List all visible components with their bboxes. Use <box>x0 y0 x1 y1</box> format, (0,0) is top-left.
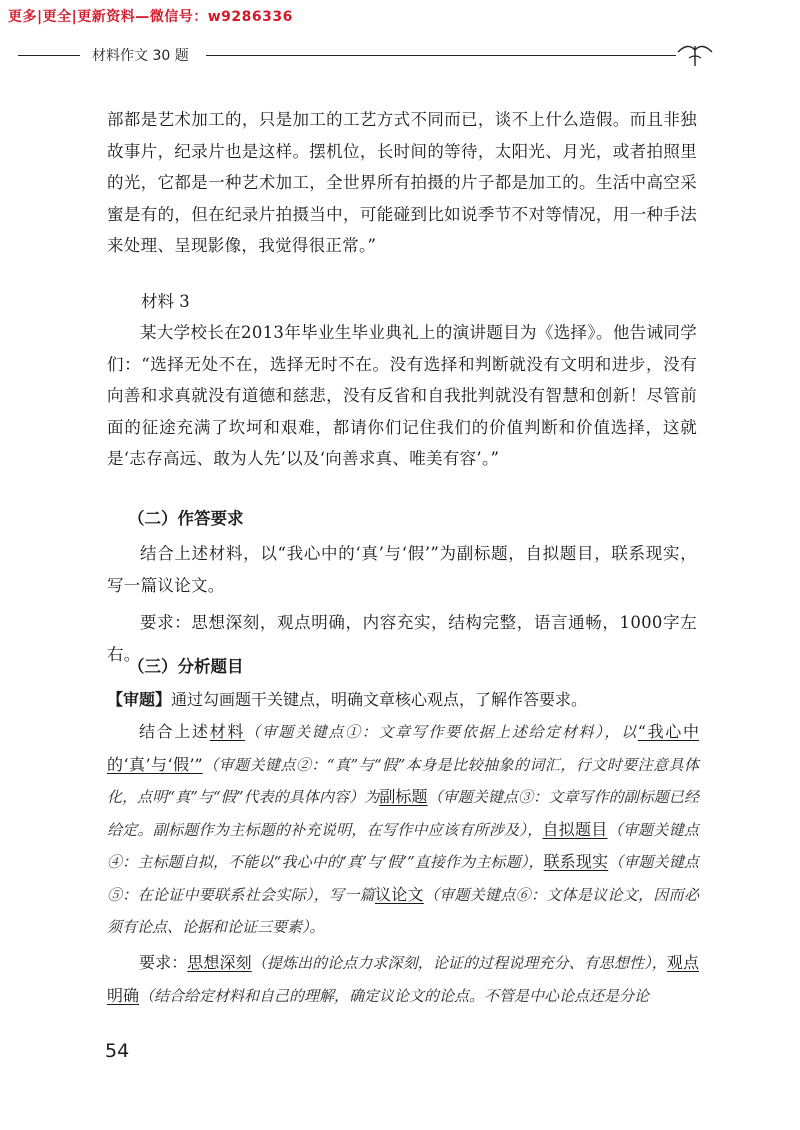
analysis-paragraph-1 <box>107 716 699 944</box>
header-rule-left <box>18 55 80 56</box>
keyword-deep-thought: 思想深刻 <box>187 953 252 972</box>
note-8: （结合给定材料和自己的理解，确定议论文的论点。不管是中心论点还是分论 <box>139 986 650 1005</box>
analysis-paragraph-2 <box>107 947 699 1012</box>
note-5: （审题关键点⑤：在论证中要联系社会实际），写一篇 <box>107 853 699 904</box>
page-number: 54 <box>105 1040 130 1062</box>
keyword-material: 材料 <box>209 722 246 741</box>
header-ornament-icon <box>674 36 716 68</box>
note-2: （审题关键点②：“真”与“假”本身是比较抽象的词汇，行文时要注意具体化，点明“真”与“假”代表的具体内容）为 <box>107 755 699 806</box>
note-4: （审题关键点④：主标题自拟，不能以“我心中的‘真’与‘假’”直接作为主标题）， <box>107 820 699 871</box>
shen-ti-line <box>107 687 707 710</box>
analysis-text-2: 要求：思想深刻（提炼出的论点力求深刻，论证的过程说理充分、有思想性），观点明确（结合给定材料和自己的理解，确定议论文的论点。不管是中心论点还是分论 <box>107 953 699 1005</box>
keyword-reality: 联系现实 <box>543 852 609 871</box>
section-3-heading: （三）分析题目 <box>128 657 244 676</box>
note-1: （审题关键点①：文章写作要依据上述给定材料），以 <box>245 723 638 741</box>
keyword-clear-view: 观点明确 <box>107 953 699 1005</box>
section-2-heading: （二）作答要求 <box>128 509 244 528</box>
continuation-paragraph <box>107 104 697 262</box>
material-3-paragraph <box>107 317 697 475</box>
material-3-text: 某大学校长在2013年毕业生毕业典礼上的演讲题目为《选择》。他告诫同学们：“选择无处不在，选择无时不在。没有选择和判断就没有文明和进步，没有向善和求真就没有道德和慈悲，没有反省和自我批判就没有智慧和创新！尽管前面的征途充满了坎坷和艰难，都请你们记住我们的价值判断和价值选择，这就是‘志存高远、敢为人先’以及‘向善求真、唯美有容’。” <box>107 323 697 468</box>
note-3: （审题关键点③：文章写作的副标题已经给定。副标题作为主标题的补充说明，在写作中应该有所涉及）， <box>107 788 699 839</box>
material-3-label: 材料 3 <box>141 292 190 311</box>
note-6: （审题关键点⑥：文体是议论文，因而必须有论点、论据和论证三要素）。 <box>107 885 699 936</box>
keyword-subtitle-phrase: “我心中的‘真’与‘假’” <box>107 722 699 774</box>
analysis-text-1: 结合上述材料（审题关键点①：文章写作要依据上述给定材料），以“我心中的‘真’与‘假’”（审题关键点②：“真”与“假”本身是比较抽象的词汇，行文时要注意具体化，点明“真”与“假”代表的具体内容）为副标题（审题关键点③：文章写作的副标题已经给定。副标题作为主标题的补充说明，在写作中应该有所涉及），自拟题目（审题关键点④：主标题自拟，不能以“我心中的‘真’与‘假’”直接作为主标题），联系现实（审题关键点⑤：在论证中要联系社会实际），写一篇议论文（审题关键点⑥：文体是议论文，因而必须有论点、论据和论证三要素）。 <box>107 722 699 936</box>
section-2-requirement-text: 结合上述材料，以“我心中的‘真’与‘假’”为副标题，自拟题目，联系现实，写一篇议论文。 <box>107 544 697 595</box>
watermark-text: 更多|更全|更新资料—微信号：w9286336 <box>8 9 293 25</box>
section-2-criteria-text: 要求：思想深刻，观点明确，内容充实，结构完整，语言通畅，1000字左右。 <box>107 613 697 664</box>
continuation-text: 部都是艺术加工的，只是加工的工艺方式不同而已，谈不上什么造假。而且非独故事片，纪录片也是这样。摆机位，长时间的等待，太阳光、月光，或者拍照里的光，它都是一种艺术加工，全世界所有拍摄的片子都是加工的。生活中高空采蜜是有的，但在纪录片拍摄当中，可能碰到比如说季节不对等情况，用一种手法来处理、呈现影像，我觉得很正常。” <box>107 110 697 255</box>
section-2-body <box>107 538 697 670</box>
keyword-essay: 议论文 <box>374 884 424 904</box>
shen-ti-text: 通过勾画题干关键点，明确文章核心观点，了解作答要求。 <box>171 690 588 709</box>
header-rule-right <box>206 55 676 56</box>
shen-ti-label: 【审题】 <box>107 690 172 709</box>
note-7: （提炼出的论点力求深刻，论证的过程说理充分、有思想性）， <box>251 954 667 972</box>
keyword-self-title: 自拟题目 <box>542 819 608 839</box>
running-header-title: 材料作文 30 题 <box>92 48 189 64</box>
keyword-subtitle: 副标题 <box>379 787 428 806</box>
